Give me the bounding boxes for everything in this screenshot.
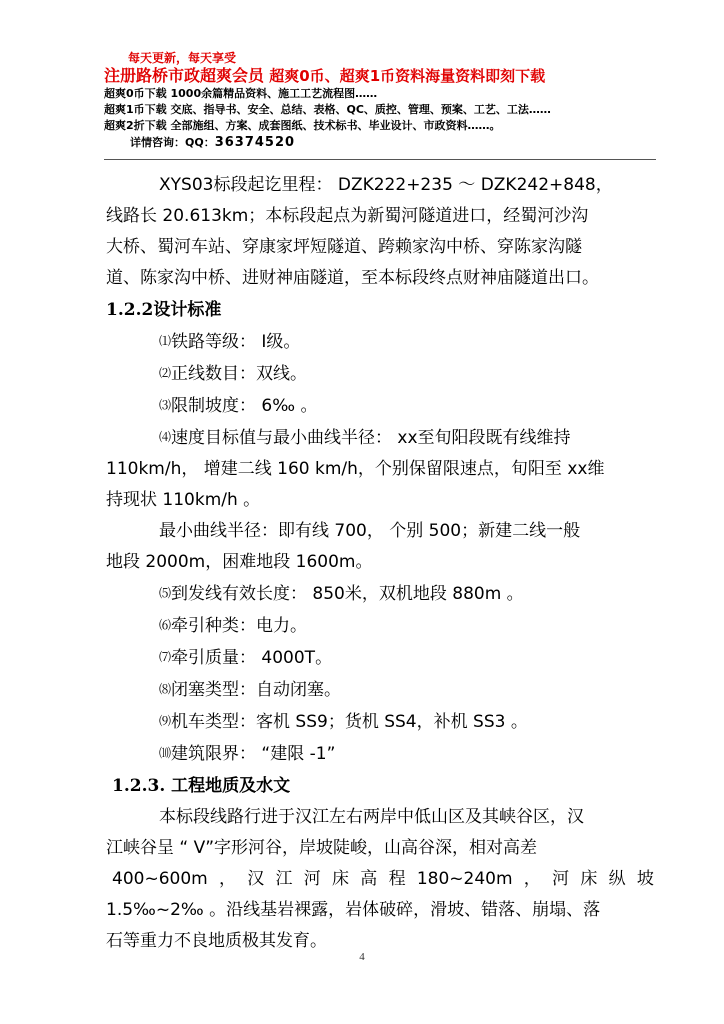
standard-item: [106, 390, 662, 422]
standard-item: [106, 326, 662, 358]
item-marker: ⑻: [159, 682, 172, 696]
item-text: 机车类型：客机 SS9；货机 SS4，补机 SS3 。: [171, 712, 528, 732]
promo-banner: [104, 50, 704, 152]
item-text: 正线数目：双线。: [171, 364, 308, 384]
item-text: 到发线有效长度： 850米，双机地段 880m 。: [171, 584, 524, 604]
document-body: [106, 170, 662, 957]
geo-token: 高: [360, 869, 378, 889]
geo-token: 汉: [247, 869, 265, 889]
geo-token: 180~240m: [416, 869, 513, 889]
section-number: 1.2.2: [106, 300, 154, 320]
geo-token: 坡: [636, 869, 654, 889]
item-marker: ⑸: [159, 586, 172, 600]
intro-line: 道、陈家沟中桥、进财神庙隧道，至本标段终点财神庙隧道出口。: [106, 268, 599, 288]
item-text: 牵引种类：电力。: [171, 616, 308, 636]
standard-item: [106, 422, 662, 454]
geo-line: 本标段线路行进于汉江左右两岸中低山区及其峡谷区，汉: [159, 807, 584, 827]
banner-offer-2: 超爽2折下载 全部施组、方案、成套图纸、技术标书、毕业设计、市政资料……。: [104, 119, 501, 132]
standard-item: [106, 674, 662, 706]
header-divider: [104, 159, 656, 160]
radius-line: 地段 2000m，困难地段 1600m。: [106, 552, 373, 572]
standard-item: [106, 578, 662, 610]
banner-contact: [130, 134, 704, 152]
geo-justified-line: [106, 864, 654, 895]
geo-token: 河: [303, 869, 321, 889]
item-marker: ⑴: [159, 334, 172, 348]
standard-item: [106, 706, 662, 738]
geo-token: 床: [580, 869, 598, 889]
banner-offer-0: 超爽0币下载 1000余篇精品资料、施工工艺流程图……: [104, 87, 378, 100]
radius-line: 最小曲线半径：即有线 700， 个别 500；新建二线一般: [159, 521, 581, 541]
item-text: 牵引质量： 4000T。: [171, 648, 333, 668]
item-marker: ⑺: [159, 650, 172, 664]
geo-line: 1.5‰~2‰ 。沿线基岩裸露，岩体破碎，滑坡、错落、崩塌、落: [106, 900, 601, 920]
banner-headline-register: 注册路桥市政超爽会员: [104, 66, 265, 85]
geo-token: ，: [523, 869, 541, 889]
geo-line: 江峡谷呈 “ V”字形河谷，岸坡陡峻，山高谷深，相对高差: [106, 838, 538, 858]
standard-item: [106, 642, 662, 674]
item-marker: ⑶: [159, 398, 172, 412]
item-text: 限制坡度： 6‰ 。: [171, 396, 318, 416]
geo-token: ，: [218, 869, 236, 889]
section-title: 工程地质及水文: [171, 776, 291, 796]
section-heading-1-2-3: [106, 770, 662, 802]
standard-item: [106, 738, 662, 770]
geo-token: 400~600m: [112, 869, 208, 889]
intro-line: XYS03标段起讫里程： DZK222+235 ～ DZK242+848，: [159, 175, 613, 195]
item-marker: ⑵: [159, 366, 172, 380]
geo-token: 程: [388, 869, 406, 889]
standard-item: [106, 610, 662, 642]
section-heading-1-2-2: [106, 294, 662, 326]
banner-headline: [104, 66, 704, 86]
standard-item: [106, 358, 662, 390]
speed-line: 110km/h， 增建二线 160 km/h，个别保留限速点，旬阳至 xx维: [106, 459, 605, 479]
section-number: 1.2.3.: [112, 776, 166, 796]
speed-line: 持现状 110km/h 。: [106, 490, 261, 510]
section-title: 设计标准: [153, 300, 222, 320]
intro-line: 线路长 20.613km；本标段起点为新蜀河隧道进口，经蜀河沙沟: [106, 206, 589, 226]
item-marker: ⑽: [159, 746, 172, 760]
item-marker: ⑷: [159, 430, 172, 444]
geo-line: 石等重力不良地质极其发育。: [106, 931, 327, 951]
geo-token: 河: [552, 869, 570, 889]
intro-line: 大桥、蜀河车站、穿康家坪短隧道、跨赖家沟中桥、穿陈家沟隧: [106, 237, 582, 257]
geo-token: 床: [332, 869, 350, 889]
banner-contact-label: 详情咨询：QQ：: [130, 136, 215, 149]
item-marker: ⑼: [159, 714, 172, 728]
item-text: 闭塞类型：自动闭塞。: [171, 680, 342, 700]
geo-token: 纵: [608, 869, 626, 889]
banner-slogan: 每天更新，每天享受: [128, 51, 237, 65]
banner-headline-download: 超爽0币、超爽1币资料海量资料即刻下载: [269, 67, 546, 85]
geo-token: 江: [275, 869, 293, 889]
banner-offer-1: 超爽1币下载 交底、指导书、安全、总结、表格、QC、质控、管理、预案、工艺、工法……: [104, 103, 551, 116]
item-text: 速度目标值与最小曲线半径： xx至旬阳段既有线维持: [171, 428, 571, 448]
page-number: 4: [359, 951, 365, 963]
banner-contact-qq: 36374520: [214, 135, 296, 150]
item-text: 建筑限界： “建限 -1”: [171, 744, 336, 764]
item-marker: ⑹: [159, 618, 172, 632]
item-text: 铁路等级： Ⅰ级。: [171, 332, 301, 352]
